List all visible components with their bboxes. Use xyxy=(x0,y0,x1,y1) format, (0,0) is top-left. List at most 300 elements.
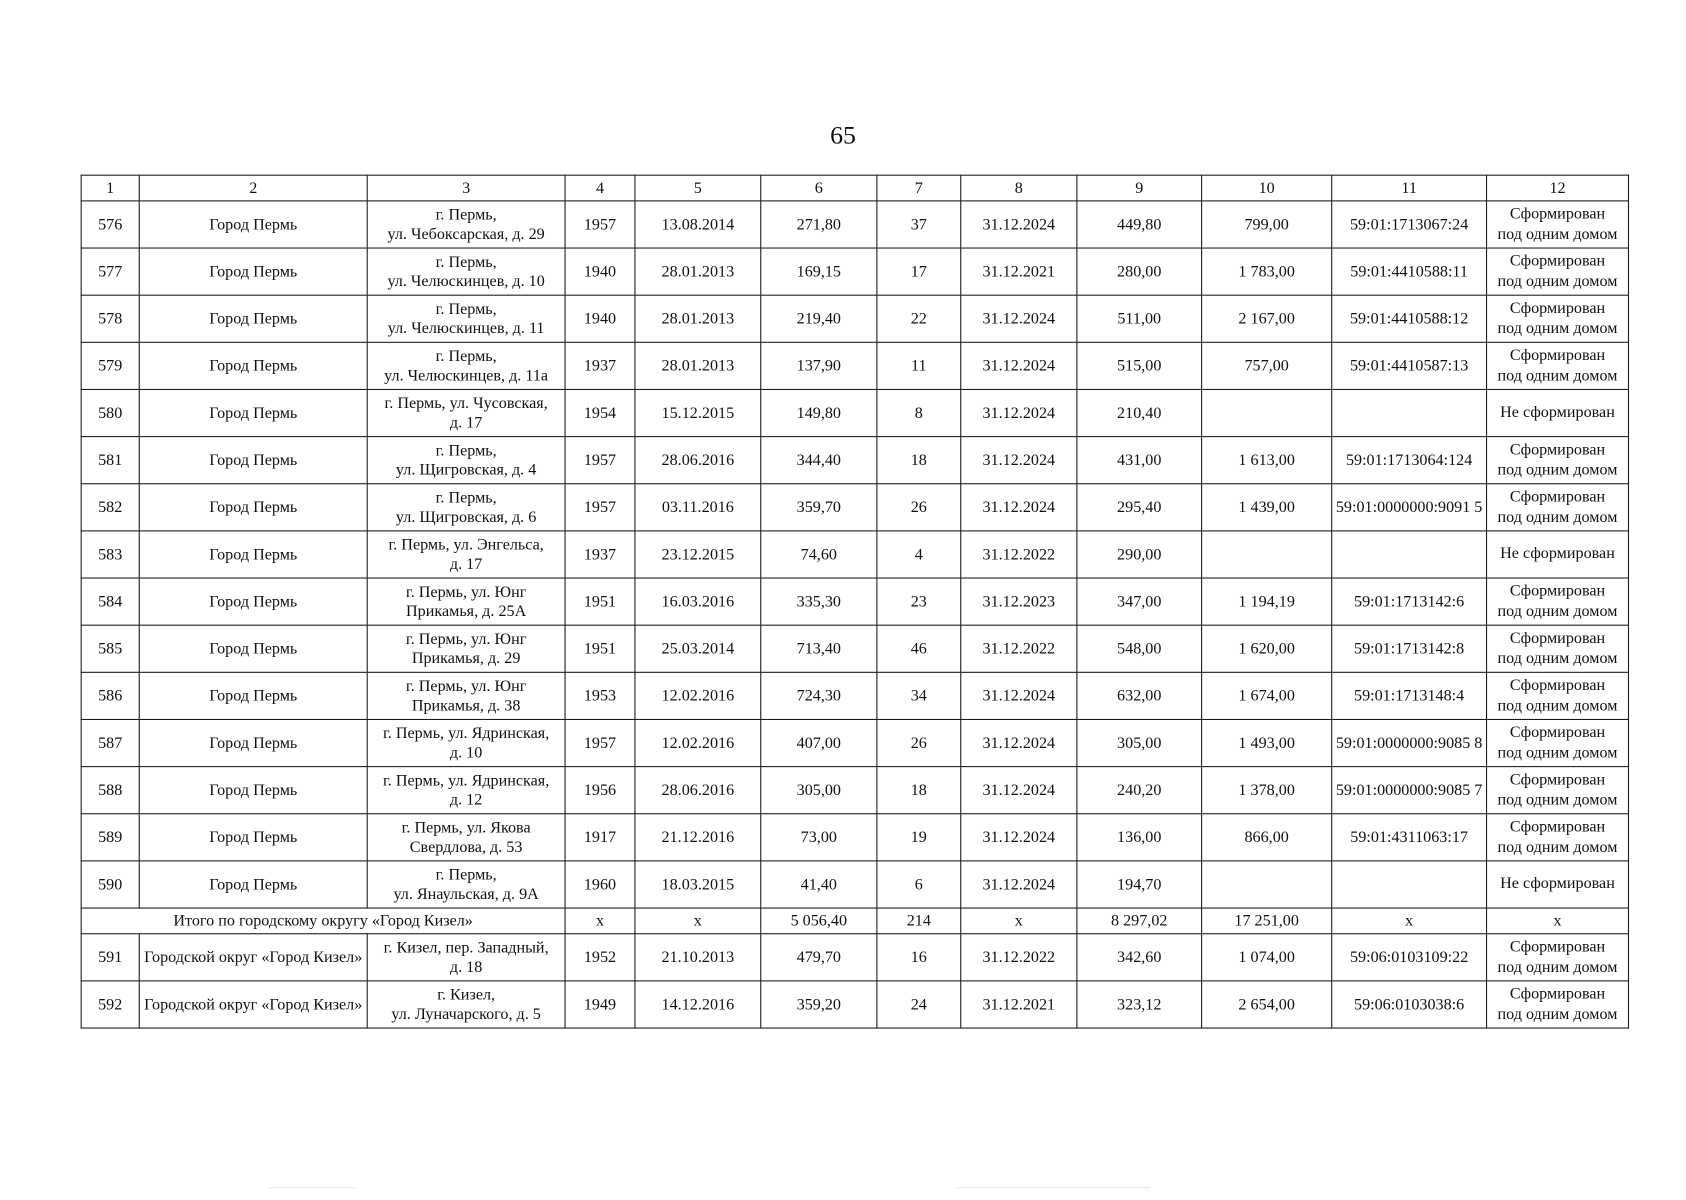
address-line: г. Пермь, ул. Энгельса, xyxy=(388,536,544,554)
col10-cell: 1 194,19 xyxy=(1202,578,1332,625)
address-line: г. Пермь, xyxy=(435,866,497,884)
table-row xyxy=(81,861,1628,908)
residents-cell: 46 xyxy=(877,625,961,672)
total-deadline-cell: x xyxy=(961,908,1077,934)
deadline-cell: 31.12.2022 xyxy=(961,531,1077,578)
col10-cell: 866,00 xyxy=(1202,814,1332,861)
year-cell: 1937 xyxy=(565,342,635,389)
address-cell xyxy=(367,248,565,295)
address-cell xyxy=(367,719,565,766)
col10-cell: 757,00 xyxy=(1202,342,1332,389)
year-cell: 1951 xyxy=(565,625,635,672)
residents-cell: 18 xyxy=(877,767,961,814)
cadastral-number-cell xyxy=(1332,531,1487,578)
municipality-cell: Город Пермь xyxy=(139,814,367,861)
status-line: Сформирован xyxy=(1509,770,1606,789)
address-line: д. 10 xyxy=(449,744,483,762)
status-line: Сформирован xyxy=(1509,938,1606,956)
deadline-cell: 31.12.2021 xyxy=(961,248,1077,295)
row-number: 591 xyxy=(81,934,139,981)
residents-cell: 6 xyxy=(877,861,961,908)
status-line: под одним домом xyxy=(1497,958,1618,976)
cadastral-number-cell: 59:01:4410588:12 xyxy=(1332,295,1487,342)
column-header: 11 xyxy=(1332,175,1487,201)
table-row xyxy=(81,719,1628,766)
status-cell xyxy=(1487,814,1629,861)
table-row xyxy=(81,484,1628,531)
cadastral-number-cell: 59:06:0103038:6 xyxy=(1332,981,1487,1028)
address-line: г. Кизел, xyxy=(437,986,496,1004)
address-line: ул. Чебоксарская, д. 29 xyxy=(387,225,545,243)
year-cell: 1957 xyxy=(565,719,635,766)
table-row xyxy=(81,248,1628,295)
col9-cell: 431,00 xyxy=(1077,437,1202,484)
table-body xyxy=(81,175,1628,1028)
status-cell xyxy=(1487,437,1629,484)
address-line: ул. Щигровская, д. 4 xyxy=(395,461,537,479)
residents-cell: 24 xyxy=(877,981,961,1028)
date-cell: 15.12.2015 xyxy=(635,389,761,436)
address-cell xyxy=(367,578,565,625)
date-cell: 14.12.2016 xyxy=(635,981,761,1028)
year-cell: 1956 xyxy=(565,767,635,814)
cadastral-number-cell: 59:06:0103109:22 xyxy=(1332,934,1487,981)
deadline-cell: 31.12.2024 xyxy=(961,342,1077,389)
year-cell: 1957 xyxy=(565,484,635,531)
total-cadastral-cell: x xyxy=(1332,908,1487,934)
status-cell xyxy=(1487,342,1629,389)
status-line: под одним домом xyxy=(1497,838,1618,856)
status-line: под одним домом xyxy=(1497,696,1618,715)
row-number: 578 xyxy=(81,295,139,342)
status-line: под одним домом xyxy=(1497,225,1618,243)
col9-cell: 515,00 xyxy=(1077,342,1202,389)
status-line: Не сформирован xyxy=(1500,403,1615,422)
date-cell: 28.06.2016 xyxy=(635,437,761,484)
status-cell xyxy=(1487,201,1629,248)
cadastral-number-cell: 59:01:1713142:6 xyxy=(1332,578,1487,625)
date-cell: 18.03.2015 xyxy=(635,861,761,908)
municipality-cell: Город Пермь xyxy=(139,389,367,436)
table-row xyxy=(81,389,1628,436)
date-cell: 23.12.2015 xyxy=(635,531,761,578)
municipality-cell: Город Пермь xyxy=(139,861,367,908)
municipality-cell: Город Пермь xyxy=(139,295,367,342)
column-header: 2 xyxy=(139,175,367,201)
municipality-cell: Город Пермь xyxy=(139,672,367,719)
status-line: под одним домом xyxy=(1497,319,1618,337)
status-line: Сформирован xyxy=(1509,676,1606,694)
cadastral-number-cell: 59:01:4410588:11 xyxy=(1332,248,1487,295)
address-line: г. Пермь, xyxy=(435,300,497,318)
municipality-cell: Город Пермь xyxy=(139,437,367,484)
column-header: 4 xyxy=(565,175,635,201)
row-number: 584 xyxy=(81,578,139,625)
address-line: ул. Челюскинцев, д. 10 xyxy=(387,272,545,290)
date-cell: 28.01.2013 xyxy=(635,248,761,295)
area-cell: 479,70 xyxy=(761,934,877,981)
address-line: г. Пермь, ул. Якова xyxy=(401,819,531,837)
date-cell: 25.03.2014 xyxy=(635,625,761,672)
area-cell: 169,15 xyxy=(761,248,877,295)
cadastral-number-cell xyxy=(1332,389,1487,436)
total-residents-cell: 214 xyxy=(877,908,961,934)
col9-cell: 449,80 xyxy=(1077,201,1202,248)
status-line: Не сформирован xyxy=(1500,545,1615,563)
col9-cell: 295,40 xyxy=(1077,484,1202,531)
address-cell xyxy=(367,389,565,436)
address-cell xyxy=(367,295,565,342)
address-cell xyxy=(367,814,565,861)
col10-cell: 1 674,00 xyxy=(1202,672,1332,719)
total-col10-cell: 17 251,00 xyxy=(1202,908,1332,934)
date-cell: 28.01.2013 xyxy=(635,342,761,389)
table-row xyxy=(81,437,1628,484)
address-line: д. 18 xyxy=(449,958,483,976)
address-cell xyxy=(367,672,565,719)
address-line: д. 12 xyxy=(449,791,483,809)
col10-cell xyxy=(1202,861,1332,908)
col10-cell: 1 439,00 xyxy=(1202,484,1332,531)
column-header: 6 xyxy=(761,175,877,201)
municipality-cell: Город Пермь xyxy=(139,531,367,578)
col10-cell xyxy=(1202,531,1332,578)
total-area-cell: 5 056,40 xyxy=(761,908,877,934)
residents-cell: 26 xyxy=(877,719,961,766)
col10-cell: 1 613,00 xyxy=(1202,437,1332,484)
status-cell xyxy=(1487,531,1629,578)
date-cell: 28.06.2016 xyxy=(635,767,761,814)
col9-cell: 194,70 xyxy=(1077,861,1202,908)
address-line: г. Пермь, ул. Юнг xyxy=(405,677,527,695)
residents-cell: 34 xyxy=(877,672,961,719)
municipality-cell: Город Пермь xyxy=(139,342,367,389)
row-number: 577 xyxy=(81,248,139,295)
page-number: 65 xyxy=(830,122,856,151)
deadline-cell: 31.12.2024 xyxy=(961,201,1077,248)
address-line: Свердлова, д. 53 xyxy=(409,838,523,856)
area-cell: 344,40 xyxy=(761,437,877,484)
row-number: 590 xyxy=(81,861,139,908)
deadline-cell: 31.12.2022 xyxy=(961,934,1077,981)
row-number: 586 xyxy=(81,672,139,719)
column-header: 5 xyxy=(635,175,761,201)
residents-cell: 17 xyxy=(877,248,961,295)
year-cell: 1940 xyxy=(565,295,635,342)
residents-cell: 11 xyxy=(877,342,961,389)
area-cell: 137,90 xyxy=(761,342,877,389)
row-number: 583 xyxy=(81,531,139,578)
address-line: г. Кизел, пер. Западный, xyxy=(383,939,549,957)
table-row xyxy=(81,934,1628,981)
status-line: Сформирован xyxy=(1509,205,1606,223)
cadastral-number-cell: 59:01:0000000:9085 7 xyxy=(1332,767,1487,814)
area-cell: 305,00 xyxy=(761,767,877,814)
table-row xyxy=(81,981,1628,1028)
status-cell xyxy=(1487,484,1629,531)
deadline-cell: 31.12.2023 xyxy=(961,578,1077,625)
date-cell: 16.03.2016 xyxy=(635,578,761,625)
table-row xyxy=(81,201,1628,248)
date-cell: 21.12.2016 xyxy=(635,814,761,861)
table-row xyxy=(81,342,1628,389)
status-line: под одним домом xyxy=(1497,791,1618,809)
status-line: Сформирован xyxy=(1509,723,1606,741)
deadline-cell: 31.12.2024 xyxy=(961,437,1077,484)
year-cell: 1953 xyxy=(565,672,635,719)
col9-cell: 280,00 xyxy=(1077,248,1202,295)
municipality-cell: Город Пермь xyxy=(139,767,367,814)
year-cell: 1952 xyxy=(565,934,635,981)
year-cell: 1940 xyxy=(565,248,635,295)
col9-cell: 305,00 xyxy=(1077,719,1202,766)
col9-cell: 323,12 xyxy=(1077,981,1202,1028)
residents-cell: 23 xyxy=(877,578,961,625)
housing-registry-table xyxy=(81,175,1629,1029)
municipality-cell: Город Пермь xyxy=(139,484,367,531)
column-header: 3 xyxy=(367,175,565,201)
municipality-cell: Городской округ «Город Кизел» xyxy=(139,934,367,981)
cadastral-number-cell: 59:01:1713148:4 xyxy=(1332,672,1487,719)
address-line: ул. Янаульская, д. 9А xyxy=(393,885,539,903)
status-line: Сформирован xyxy=(1509,582,1606,600)
row-number: 581 xyxy=(81,437,139,484)
area-cell: 359,70 xyxy=(761,484,877,531)
address-cell xyxy=(367,767,565,814)
residents-cell: 4 xyxy=(877,531,961,578)
col10-cell: 2 167,00 xyxy=(1202,295,1332,342)
total-label: Итого по городскому округу «Город Кизел» xyxy=(81,908,565,934)
cadastral-number-cell: 59:01:0000000:9085 8 xyxy=(1332,719,1487,766)
municipality-cell: Город Пермь xyxy=(139,578,367,625)
col9-cell: 548,00 xyxy=(1077,625,1202,672)
table-row xyxy=(81,767,1628,814)
status-line: Не сформирован xyxy=(1500,875,1615,893)
status-line: Сформирован xyxy=(1509,299,1606,317)
address-line: г. Пермь, xyxy=(435,253,497,271)
row-number: 592 xyxy=(81,981,139,1028)
status-line: Сформирован xyxy=(1509,629,1606,647)
address-cell xyxy=(367,531,565,578)
residents-cell: 22 xyxy=(877,295,961,342)
col9-cell: 632,00 xyxy=(1077,672,1202,719)
col10-cell: 1 620,00 xyxy=(1202,625,1332,672)
deadline-cell: 31.12.2024 xyxy=(961,767,1077,814)
year-cell: 1960 xyxy=(565,861,635,908)
municipality-cell: Город Пермь xyxy=(139,625,367,672)
cadastral-number-cell xyxy=(1332,861,1487,908)
deadline-cell: 31.12.2024 xyxy=(961,861,1077,908)
row-number: 579 xyxy=(81,342,139,389)
cadastral-number-cell: 59:01:1713067:24 xyxy=(1332,201,1487,248)
col10-cell: 1 074,00 xyxy=(1202,934,1332,981)
column-header: 1 xyxy=(81,175,139,201)
table-row xyxy=(81,295,1628,342)
table-row xyxy=(81,625,1628,672)
col9-cell: 342,60 xyxy=(1077,934,1202,981)
status-line: Сформирован xyxy=(1509,818,1606,836)
address-line: ул. Щигровская, д. 6 xyxy=(395,508,537,526)
area-cell: 219,40 xyxy=(761,295,877,342)
row-number: 580 xyxy=(81,389,139,436)
status-cell xyxy=(1487,578,1629,625)
address-line: ул. Челюскинцев, д. 11 xyxy=(387,319,545,337)
address-line: ул. Луначарского, д. 5 xyxy=(391,1005,541,1023)
address-line: г. Пермь, ул. Чусовская, xyxy=(384,394,548,412)
col9-cell: 511,00 xyxy=(1077,295,1202,342)
status-line: под одним домом xyxy=(1497,744,1618,762)
date-cell: 13.08.2014 xyxy=(635,201,761,248)
address-line: г. Пермь, xyxy=(435,489,497,507)
address-cell xyxy=(367,437,565,484)
municipality-cell: Городской округ «Город Кизел» xyxy=(139,981,367,1028)
address-line: д. 17 xyxy=(449,414,483,432)
total-col9-cell: 8 297,02 xyxy=(1077,908,1202,934)
table-row xyxy=(81,814,1628,861)
date-cell: 12.02.2016 xyxy=(635,719,761,766)
col10-cell: 2 654,00 xyxy=(1202,981,1332,1028)
year-cell: 1949 xyxy=(565,981,635,1028)
col10-cell: 799,00 xyxy=(1202,201,1332,248)
status-line: под одним домом xyxy=(1497,649,1618,667)
row-number: 587 xyxy=(81,719,139,766)
row-number: 588 xyxy=(81,767,139,814)
year-cell: 1917 xyxy=(565,814,635,861)
status-cell xyxy=(1487,767,1629,814)
area-cell: 149,80 xyxy=(761,389,877,436)
col9-cell: 347,00 xyxy=(1077,578,1202,625)
address-line: Прикамья, д. 25А xyxy=(406,602,527,620)
area-cell: 41,40 xyxy=(761,861,877,908)
address-cell xyxy=(367,484,565,531)
scan-artifact xyxy=(957,1187,1151,1188)
column-header: 12 xyxy=(1487,175,1629,201)
col10-cell: 1 783,00 xyxy=(1202,248,1332,295)
residents-cell: 16 xyxy=(877,934,961,981)
status-cell xyxy=(1487,934,1629,981)
year-cell: 1957 xyxy=(565,437,635,484)
address-line: г. Пермь, xyxy=(435,206,497,224)
cadastral-number-cell: 59:01:4311063:17 xyxy=(1332,814,1487,861)
status-line: Сформирован xyxy=(1509,985,1606,1003)
status-line: под одним домом xyxy=(1497,1005,1618,1023)
column-header: 9 xyxy=(1077,175,1202,201)
area-cell: 713,40 xyxy=(761,625,877,672)
address-line: Прикамья, д. 29 xyxy=(411,649,521,667)
status-line: Сформирован xyxy=(1509,488,1606,506)
column-number-row xyxy=(81,175,1628,201)
address-line: Прикамья, д. 38 xyxy=(411,696,521,715)
address-cell xyxy=(367,981,565,1028)
area-cell: 359,20 xyxy=(761,981,877,1028)
total-date-cell: x xyxy=(635,908,761,934)
deadline-cell: 31.12.2022 xyxy=(961,625,1077,672)
year-cell: 1954 xyxy=(565,389,635,436)
residents-cell: 19 xyxy=(877,814,961,861)
area-cell: 335,30 xyxy=(761,578,877,625)
deadline-cell: 31.12.2021 xyxy=(961,981,1077,1028)
total-year-cell: x xyxy=(565,908,635,934)
year-cell: 1951 xyxy=(565,578,635,625)
column-header: 8 xyxy=(961,175,1077,201)
status-cell xyxy=(1487,981,1629,1028)
year-cell: 1937 xyxy=(565,531,635,578)
year-cell: 1957 xyxy=(565,201,635,248)
table-row xyxy=(81,531,1628,578)
status-line: под одним домом xyxy=(1497,602,1618,620)
status-cell xyxy=(1487,672,1629,719)
row-number: 576 xyxy=(81,201,139,248)
row-number: 585 xyxy=(81,625,139,672)
municipality-cell: Город Пермь xyxy=(139,719,367,766)
cadastral-number-cell: 59:01:1713064:124 xyxy=(1332,437,1487,484)
status-line: Сформирован xyxy=(1509,346,1606,364)
total-row xyxy=(81,908,1628,934)
status-cell xyxy=(1487,719,1629,766)
status-line: под одним домом xyxy=(1497,461,1618,479)
date-cell: 03.11.2016 xyxy=(635,484,761,531)
date-cell: 28.01.2013 xyxy=(635,295,761,342)
address-line: г. Пермь, ул. Юнг xyxy=(405,583,527,601)
table-row xyxy=(81,672,1628,719)
area-cell: 724,30 xyxy=(761,672,877,719)
area-cell: 407,00 xyxy=(761,719,877,766)
address-line: г. Пермь, ул. Ядринская, xyxy=(382,724,550,742)
col9-cell: 290,00 xyxy=(1077,531,1202,578)
row-number: 589 xyxy=(81,814,139,861)
cadastral-number-cell: 59:01:4410587:13 xyxy=(1332,342,1487,389)
col9-cell: 136,00 xyxy=(1077,814,1202,861)
status-cell xyxy=(1487,295,1629,342)
status-cell xyxy=(1487,389,1629,436)
status-cell xyxy=(1487,248,1629,295)
row-number: 582 xyxy=(81,484,139,531)
residents-cell: 37 xyxy=(877,201,961,248)
residents-cell: 18 xyxy=(877,437,961,484)
deadline-cell: 31.12.2024 xyxy=(961,484,1077,531)
deadline-cell: 31.12.2024 xyxy=(961,295,1077,342)
column-header: 10 xyxy=(1202,175,1332,201)
cadastral-number-cell: 59:01:0000000:9091 5 xyxy=(1332,484,1487,531)
address-line: г. Пермь, ул. Юнг xyxy=(405,630,527,648)
deadline-cell: 31.12.2024 xyxy=(961,719,1077,766)
deadline-cell: 31.12.2024 xyxy=(961,672,1077,719)
area-cell: 73,00 xyxy=(761,814,877,861)
status-line: под одним домом xyxy=(1497,508,1618,526)
area-cell: 74,60 xyxy=(761,531,877,578)
municipality-cell: Город Пермь xyxy=(139,201,367,248)
status-line: Сформирован xyxy=(1509,252,1606,270)
municipality-cell: Город Пермь xyxy=(139,248,367,295)
date-cell: 21.10.2013 xyxy=(635,934,761,981)
address-cell xyxy=(367,342,565,389)
address-line: ул. Челюскинцев, д. 11а xyxy=(384,366,549,385)
column-header: 7 xyxy=(877,175,961,201)
col10-cell xyxy=(1202,389,1332,436)
status-line: Сформирован xyxy=(1509,440,1606,459)
address-line: г. Пермь, xyxy=(435,347,497,365)
deadline-cell: 31.12.2024 xyxy=(961,814,1077,861)
col9-cell: 240,20 xyxy=(1077,767,1202,814)
area-cell: 271,80 xyxy=(761,201,877,248)
address-cell xyxy=(367,201,565,248)
address-line: г. Пермь, xyxy=(435,441,497,460)
address-cell xyxy=(367,861,565,908)
deadline-cell: 31.12.2024 xyxy=(961,389,1077,436)
table-row xyxy=(81,578,1628,625)
status-line: под одним домом xyxy=(1497,272,1618,290)
status-line: под одним домом xyxy=(1497,366,1618,385)
